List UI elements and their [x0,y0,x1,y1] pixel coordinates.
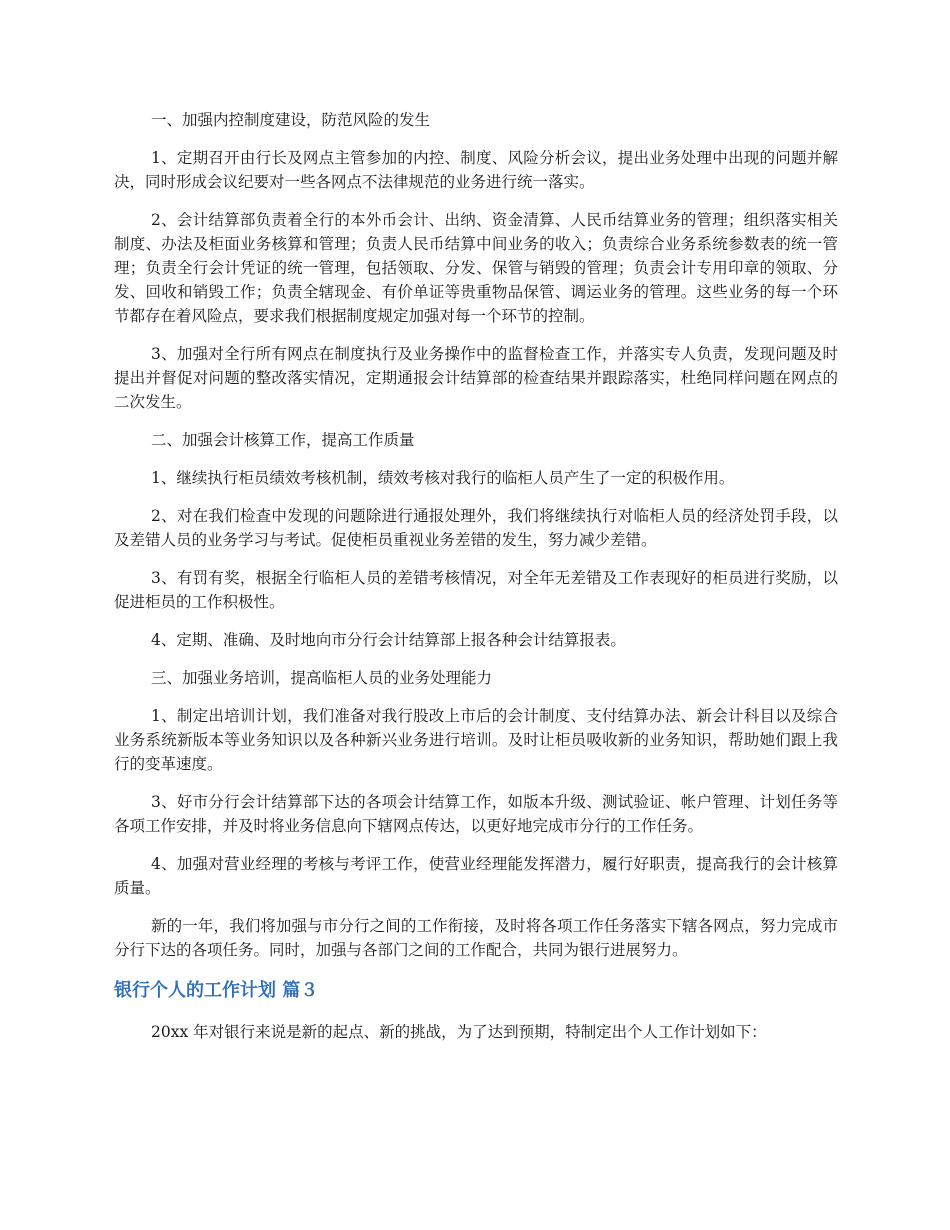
section-heading-3: 三、加强业务培训，提高临柜人员的业务处理能力 [151,669,493,687]
paragraph: 3、有罚有奖，根据全行临柜人员的差错考核情况，对全年无差错及工作表现好的柜员进行奖励，以促进柜员的工作积极性。 [114,569,838,611]
paragraph: 2、会计结算部负责着全行的本外币会计、出纳、资金清算、人民币结算业务的管理；组织落实相关制度、办法及柜面业务核算和管理；负责人民币结算中间业务的收入；负责综合业务系统参数表的统一管理；负责全行会计凭证的统一管理，包括领取、分发、保管与销毁的管理；负责会计专用印章的领取、分发、回收和销毁工作；负责全辖现金、有价单证等贵重物品保管、调运业务的管理。这些业务的每一个环节都存在着风险点，要求我们根据制度规定加强对每一个环节的控制。 [114,211,838,325]
paragraph: 新的一年，我们将加强与市分行之间的工作衔接，及时将各项工作任务落实下辖各网点，努力完成市分行下达的各项任务。同时，加强与各部门之间的工作配合，共同为银行进展努力。 [114,917,838,959]
paragraph: 1、制定出培训计划，我们准备对我行股改上市后的会计制度、支付结算办法、新会计科目以及综合业务系统新版本等业务知识以及各种新兴业务进行培训。及时让柜员吸收新的业务知识，帮助她们跟上我行的变革速度。 [114,707,838,773]
paragraph: 1、定期召开由行长及网点主管参加的内控、制度、风险分析会议，提出业务处理中出现的问题并解决，同时形成会议纪要对一些各网点不法律规范的业务进行统一落实。 [114,149,838,191]
paragraph: 1、继续执行柜员绩效考核机制，绩效考核对我行的临柜人员产生了一定的积极作用。 [151,469,735,487]
paragraph: 3、好市分行会计结算部下达的各项会计结算工作，如版本升级、测试验证、帐户管理、计划任务等各项工作安排，并及时将业务信息向下辖网点传达，以更好地完成市分行的工作任务。 [114,793,838,835]
paragraph: 20xx 年对银行来说是新的起点、新的挑战，为了达到预期，特制定出个人工作计划如下： [151,1023,767,1041]
paragraph: 4、定期、准确、及时地向市分行会计结算部上报各种会计结算报表。 [151,631,626,649]
paragraph: 3、加强对全行所有网点在制度执行及业务操作中的监督检查工作，并落实专人负责，发现问题及时提出并督促对问题的整改落实情况，定期通报会计结算部的检查结果并跟踪落实，杜绝同样问题在网点的二次发生。 [114,345,838,411]
article-title: 银行个人的工作计划 篇３ [114,980,319,1001]
paragraph: 2、对在我们检查中发现的问题除进行通报处理外，我们将继续执行对临柜人员的经济处罚手段，以及差错人员的业务学习与考试。促使柜员重视业务差错的发生，努力减少差错。 [114,507,838,549]
paragraph: 4、加强对营业经理的考核与考评工作，使营业经理能发挥潜力，履行好职责，提高我行的会计核算质量。 [114,855,838,897]
section-heading-2: 二、加强会计核算工作，提高工作质量 [151,431,415,449]
section-heading-1: 一、加强内控制度建设，防范风险的发生 [151,111,431,129]
